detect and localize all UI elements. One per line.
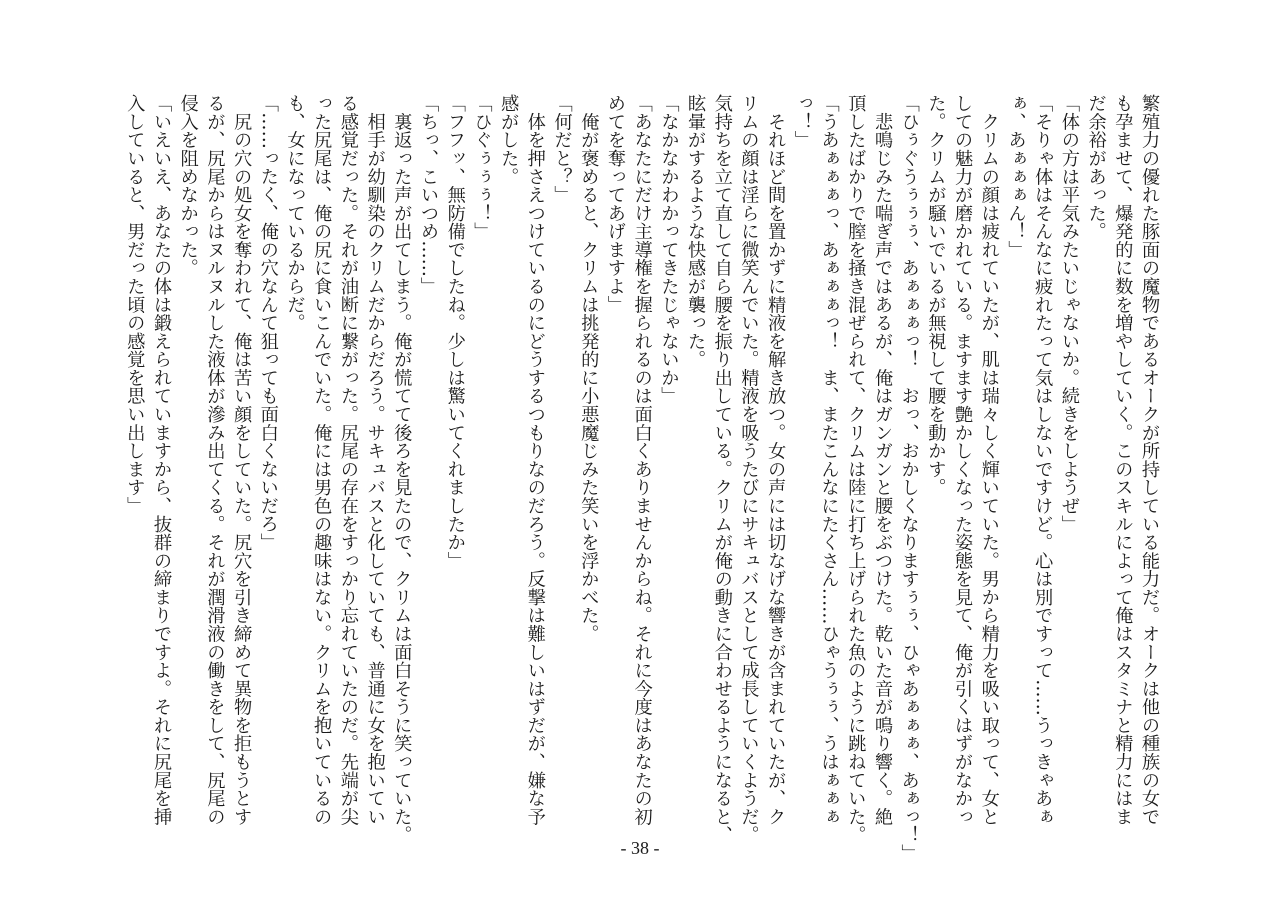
text-line: 「ひぅぐうぅぅぅ、あぁぁぁっ！ おっ、おかしくなりますぅぅ、ひゃあぁぁぁ、あぁっ！」 — [898, 94, 920, 863]
text-line: も孕ませて、爆発的に数を増やしていく。このスキルによって俺はスタミナと精力にはま — [1112, 94, 1134, 826]
text-line: 侵入を阻めなかった。 — [177, 94, 199, 277]
text-line: 「ひぐぅぅぅ！」 — [471, 94, 493, 241]
text-line: も、女になっているからだ。 — [284, 94, 306, 332]
text-line: 相手が幼馴染のクリムだからだろう。サキュバスと化していても、普通に女を抱いてい — [364, 94, 386, 826]
text-line: 気持ちを立て直して自ら腰を振り出している。クリムが俺の動きに合わせるようになると、 — [711, 94, 733, 844]
text-line: 入していると、男だった頃の感覚を思い出します」 — [124, 94, 146, 515]
text-line: 繁殖力の優れた豚面の魔物であるオークが所持している能力だ。オークは他の種族の女で — [1139, 94, 1160, 826]
text-line: 眩暈がするような快感が襲った。 — [685, 94, 707, 369]
text-line: 尻の穴の処女を奪われて、俺は苦い顔をしていた。尻穴を引き締めて異物を拒もうとす — [231, 94, 253, 826]
text-line: 体を押さえつけているのにどうするつもりなのだろう。反撃は難しいはずだが、嫌な予 — [524, 94, 546, 826]
text-line: った尻尾は、俺の尻に食いこんでいた。俺には男色の趣味はない。クリムを抱いているの — [311, 94, 333, 826]
text-line: 「あなたにだけ主導権を握られるのは面白くありませんからね。それに今度はあなたの初 — [631, 94, 653, 826]
text-line: 「うあぁぁぁっ、あぁぁぁっ！ ま、またこんなにたくさん……ひゃうぅぅ、うはぁぁぁ — [818, 94, 840, 826]
text-line: 「何だと？」 — [551, 94, 573, 204]
text-line: クリムの顔は疲れていたが、肌は瑞々しく輝いていた。男から精力を吸い取って、女と — [978, 94, 1000, 826]
text-line: る感覚だった。それが油断に繋がった。尻尾の存在をすっかり忘れていたのだ。先端が尖 — [337, 94, 359, 826]
text-line: 悲鳴じみた喘ぎ声ではあるが、俺はガンガンと腰をぶつけた。乾いた音が鳴り響く。絶 — [871, 94, 893, 826]
text-line: しての魅力が磨かれている。ますます艶かしくなった姿態を見て、俺が引くはずがなかっ — [952, 94, 974, 826]
text-line: めてを奪ってあげますよ」 — [604, 94, 626, 314]
text-line: それほど間を置かずに精液を解き放つ。女の声には切なげな響きが含まれていたが、ク — [765, 94, 787, 826]
text-line: 「いえいえ、あなたの体は鍛えられていますから、抜群の締まりですよ。それに尻尾を挿 — [150, 94, 172, 826]
text-line: 「フフッ、無防備でしたね。少しは驚いてくれましたか」 — [444, 94, 466, 570]
text-line: 感がした。 — [498, 94, 520, 186]
text-line: ぁ、あぁぁぁん！」 — [1005, 94, 1027, 259]
text-line: 頂したばかりで膣を掻き混ぜられて、クリムは陸に打ち上げられた魚のように跳ねていた。 — [845, 94, 867, 844]
text-line: 「なかなかわかってきたじゃないか」 — [658, 94, 680, 405]
text-line: た。クリムが騒いでいるが無視して腰を動かす。 — [925, 94, 947, 497]
text-line: るが、尻尾からはヌルヌルした液体が滲み出てくる。それが潤滑液の働きをして、尻尾の — [204, 94, 226, 826]
text-line: リムの顔は淫らに微笑んでいた。精液を吸うたびにサキュバスとして成長していくようだ。 — [738, 94, 760, 844]
text-line: 「……ったく、俺の穴なんて狙っても面白くないだろ」 — [257, 94, 279, 552]
text-line: 「そりゃ体はそんなに疲れたって気はしないですけど。心は別ですって……うっきゃあぁ — [1032, 94, 1054, 826]
text-line: 俺が褒めると、クリムは挑発的に小悪魔じみた笑いを浮かべた。 — [578, 94, 600, 643]
page-number: - 38 - — [620, 838, 660, 858]
text-line: っ！」 — [791, 94, 813, 149]
text-line: 「体の方は平気みたいじゃないか。続きをしようぜ」 — [1058, 94, 1080, 533]
text-line: 「ちっ、こいつめ……」 — [418, 94, 440, 296]
text-line: 裏返った声が出てしまう。俺が慌てて後ろを見たので、クリムは面白そうに笑っていた。 — [391, 94, 413, 844]
text-line: だ余裕があった。 — [1085, 94, 1107, 241]
